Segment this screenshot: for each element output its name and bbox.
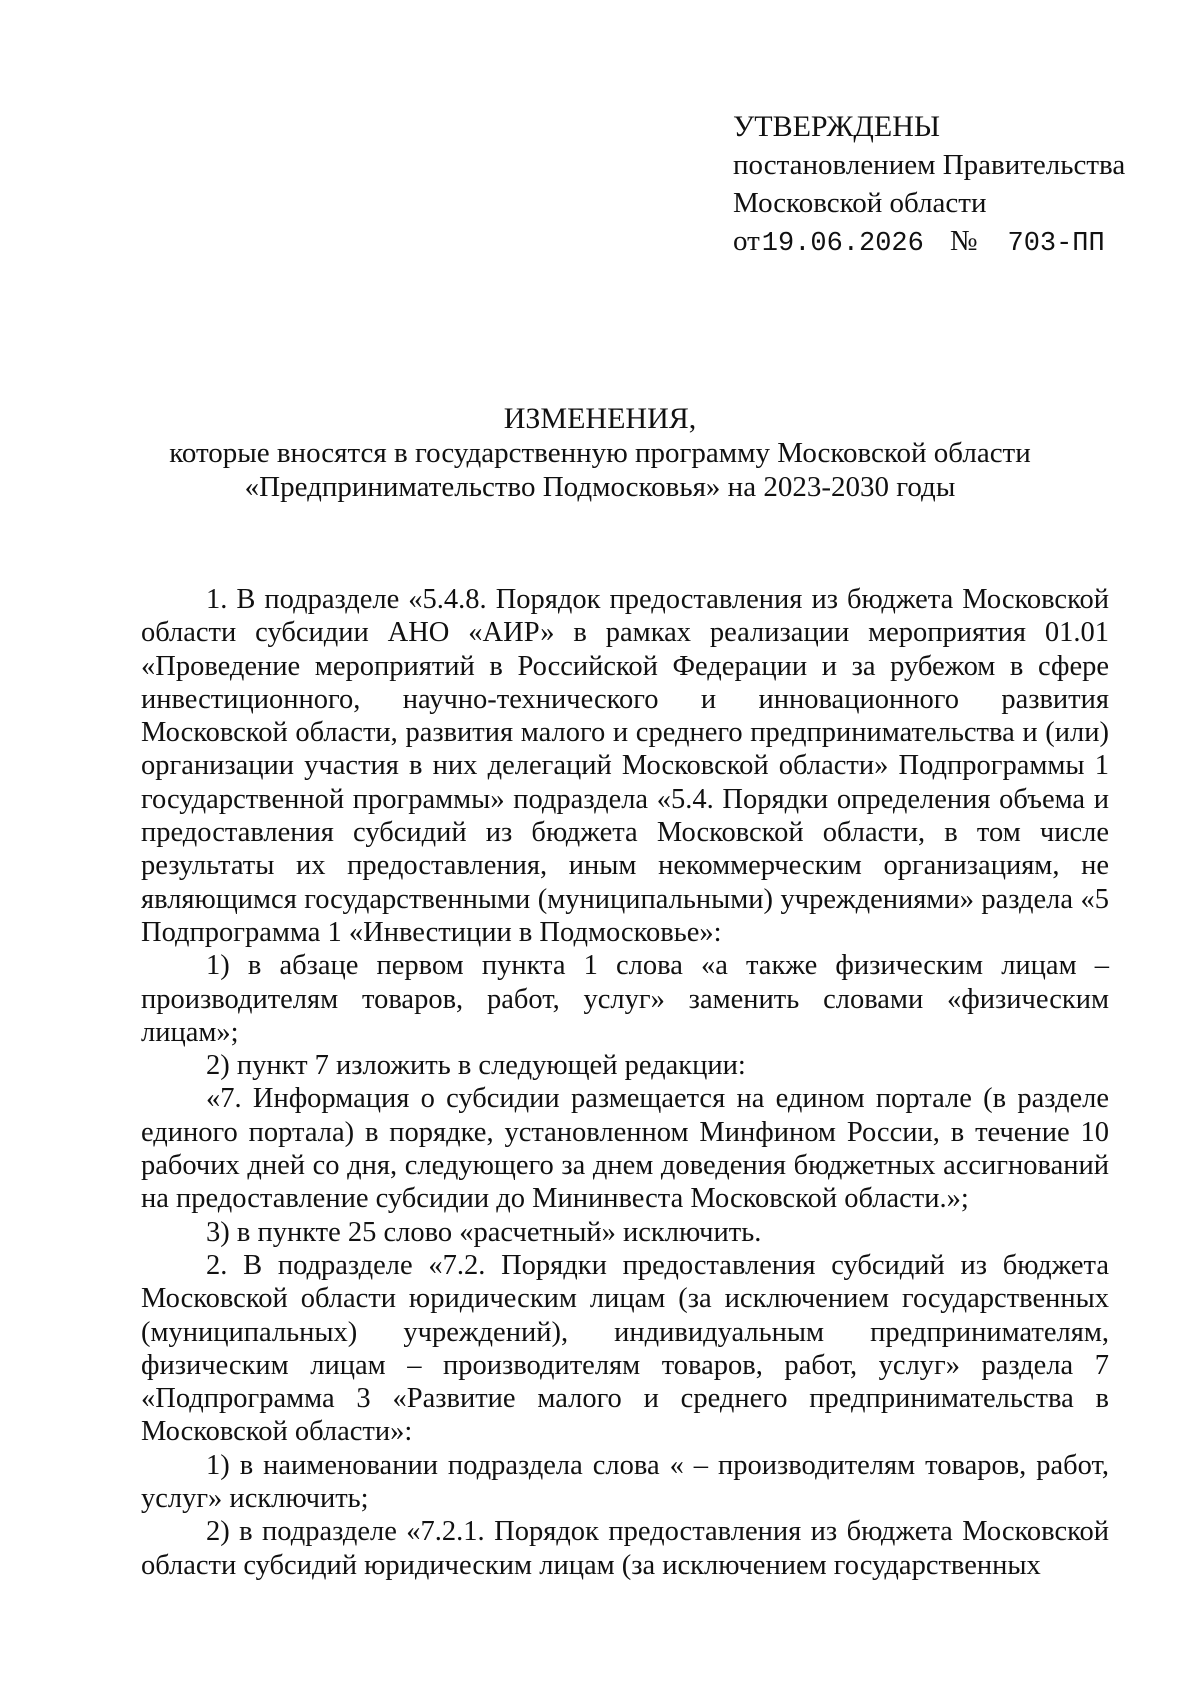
paragraph: 2) пункт 7 изложить в следующей редакции:: [206, 1050, 746, 1082]
document-heading: [0, 402, 1200, 504]
approval-number: 703-ПП: [1007, 229, 1105, 259]
paragraph: 1) в абзаце первом пункта 1 слова «а также физическим лицам – производителям товаров, работ, услуг» заменить словами «физическим лицам»;: [141, 950, 1109, 1048]
paragraph: 1) в наименовании подраздела слова « – производителям товаров, работ, услуг» исключить;: [141, 1449, 1109, 1515]
approval-line-1: постановлением Правительства: [733, 149, 1126, 181]
approval-date: 19.06.2026: [761, 229, 924, 259]
approval-block: [733, 108, 1125, 263]
number-sign: №: [949, 225, 978, 257]
paragraph: 2. В подразделе «7.2. Порядки предоставления субсидий из бюджета Московской области юридическим лицам (за исключением государственных (муниципальных) учреждений), индивидуальным предпринимателям, физическим лицам – производителям товаров, работ, услуг» раздела 7 «Подпрограмма 3 «Развитие малого и среднего предпринимательства в Московской области»:: [141, 1249, 1109, 1448]
document-body: [141, 583, 1109, 1582]
approval-line-2: Московской области: [733, 187, 987, 219]
paragraph: 1. В подразделе «5.4.8. Порядок предоставления из бюджета Московской области субсидии АНО «АИР» в рамках реализации мероприятия 01.01 «Проведение мероприятий в Российской Федерации и за рубежом в сфере инвестиционного, научно-технического и инновационного развития Московской области, развития малого и среднего предпринимательства и (или) организации участия в них делегаций Московской области» Подпрограммы 1 государственной программы» подраздела «5.4. Порядки определения объема и предоставления субсидий из бюджета Московской области, в том числе результаты их предоставления, иным некоммерческим организациям, не являющимся государственными (муниципальными) учреждениями» раздела «5 Подпрограмма 1 «Инвестиции в Подмосковье»:: [141, 584, 1109, 948]
date-prefix: от: [733, 225, 760, 257]
approval-stamp: УТВЕРЖДЕНЫ: [733, 110, 941, 143]
heading-line-1: которые вносятся в государственную программу Московской области: [169, 437, 1031, 469]
heading-line-2: «Предпринимательство Подмосковья» на 2023-2030 годы: [244, 471, 956, 503]
paragraph: 3) в пункте 25 слово «расчетный» исключить.: [206, 1216, 762, 1248]
heading-title: ИЗМЕНЕНИЯ,: [503, 402, 697, 435]
approval-date-line: [733, 222, 1125, 263]
paragraph: 2) в подразделе «7.2.1. Порядок предоставления из бюджета Московской области субсидий юридическим лицам (за исключением государственных: [141, 1516, 1109, 1581]
paragraph: «7. Информация о субсидии размещается на едином портале (в разделе единого портала) в порядке, установленном Минфином России, в течение 10 рабочих дней со дня, следующего за днем доведения бюджетных ассигнований на предоставление субсидии до Мининвеста Московской области.»;: [141, 1083, 1109, 1215]
